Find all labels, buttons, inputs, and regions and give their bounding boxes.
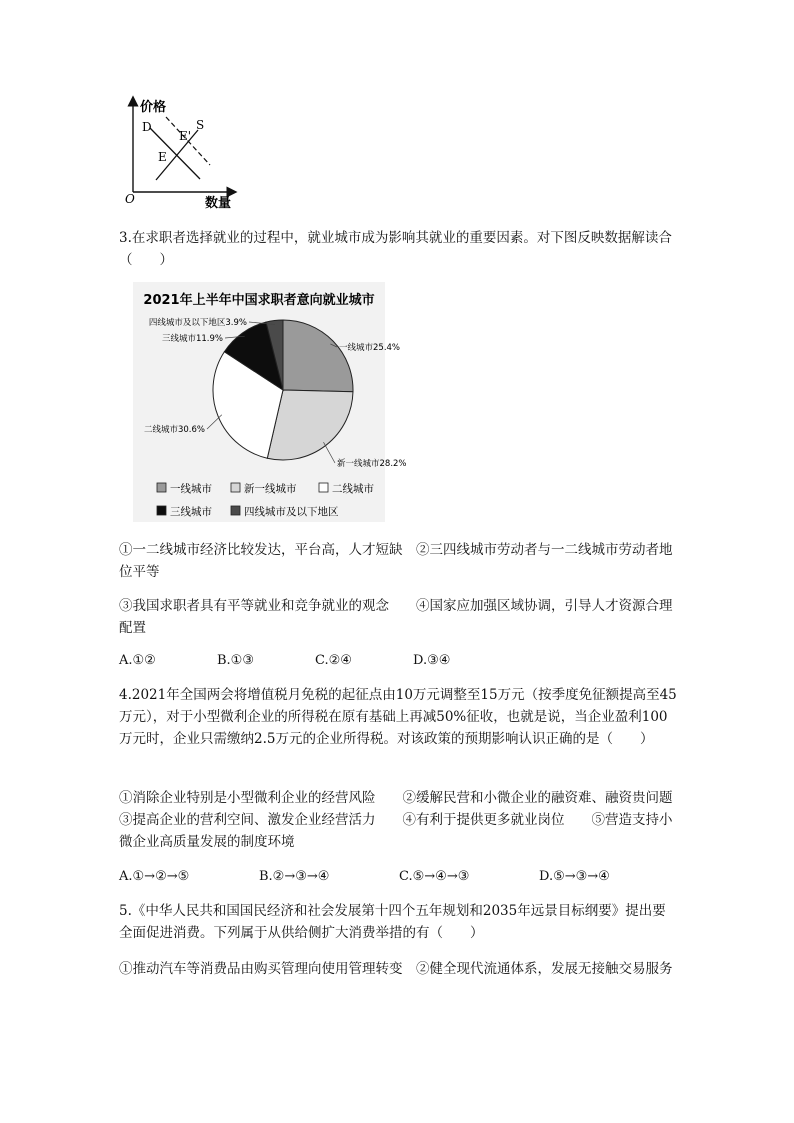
equilibrium-label: E (158, 150, 167, 164)
supply-demand-graph (120, 95, 245, 210)
y-axis-label: 价格 (140, 100, 167, 115)
q3-option-b[interactable]: B.①③ (217, 653, 254, 668)
q3-option-c[interactable]: C.②④ (315, 653, 352, 668)
origin-label: O (125, 192, 135, 206)
demand-label: D (142, 120, 152, 134)
q4-option-a[interactable]: A.①→②→⑤ (119, 869, 190, 884)
legend-swatch-3 (319, 483, 328, 492)
q3-stem: 3.在求职者选择就业的过程中，就业城市成为影响其就业的重要因素。对下图反映数据解读合（ ） (119, 230, 672, 268)
pie-data-label-1: 一线城市25.4% (339, 343, 401, 353)
pie-chart (133, 282, 407, 522)
new-equilibrium-label: E' (179, 129, 192, 143)
legend-swatch-2 (231, 483, 240, 492)
legend-label-5: 四线城市及以下地区 (244, 506, 339, 518)
q4-option-b[interactable]: B.②→③→④ (259, 869, 330, 884)
x-axis-label: 数量 (205, 196, 232, 211)
q3-option-d[interactable]: D.③④ (413, 653, 451, 668)
legend-swatch-4 (157, 506, 166, 515)
pie-data-label-3: 二线城市30.6% (143, 425, 205, 435)
q4-option-c[interactable]: C.⑤→④→③ (399, 869, 470, 884)
legend-swatch-5 (231, 506, 240, 515)
q5-stem: 5.《中华人民共和国国民经济和社会发展第十四个五年规划和2035年远景目标纲要》提出要全面促进消费。下列属于从供给侧扩大消费举措的有（ ） (119, 903, 666, 941)
q4-stem: 4.2021年全国两会将增值税月免税的起征点由10万元调整至15万元（按季度免征额提高至45万元），对于小型微利企业的所得税在原有基础上再减50%征收，也就是说，当企业盈利100万元时，企业只需缴纳2.5万元的企业所得税。对该政策的预期影响认识正确的是（ ） (119, 687, 677, 747)
q4-statements: ①消除企业特别是小型微利企业的经营风险 ②缓解民营和小微企业的融资难、融资贵问题 ③提高企业的营利空间、激发企业经营活力 ④有利于提供更多就业岗位 ⑤营造支持小微企业高质量发展的制度环境 (119, 790, 700, 850)
legend-label-3: 二线城市 (332, 483, 374, 495)
legend-label-4: 三线城市 (170, 506, 212, 518)
q3-statement-2: ③我国求职者具有平等就业和竞争就业的观念 ④国家应加强区域协调，引导人才资源合理配置 (119, 598, 673, 636)
q3-statement-1: ①一二线城市经济比较发达，平台高，人才短缺 ②三四线城市劳动者与一二线城市劳动者地位平等 (119, 542, 673, 580)
q5-statements: ①推动汽车等消费品由购买管理向使用管理转变 ②健全现代流通体系，发展无接触交易服务 (119, 961, 673, 977)
q4-option-d[interactable]: D.⑤→③→④ (539, 869, 610, 884)
pie-data-label-4: 三线城市11.9% (161, 334, 223, 344)
chart-title: 2021年上半年中国求职者意向就业城市 (143, 293, 375, 308)
legend-label-1: 一线城市 (170, 483, 212, 495)
supply-label: S (196, 118, 205, 132)
pie-data-label-2: 新一线城市28.2% (337, 459, 407, 469)
legend-swatch-1 (157, 483, 166, 492)
q3-option-a[interactable]: A.①② (119, 653, 156, 668)
pie-data-label-5: 四线城市及以下地区3.9% (148, 318, 247, 328)
legend-label-2: 新一线城市 (244, 483, 297, 495)
